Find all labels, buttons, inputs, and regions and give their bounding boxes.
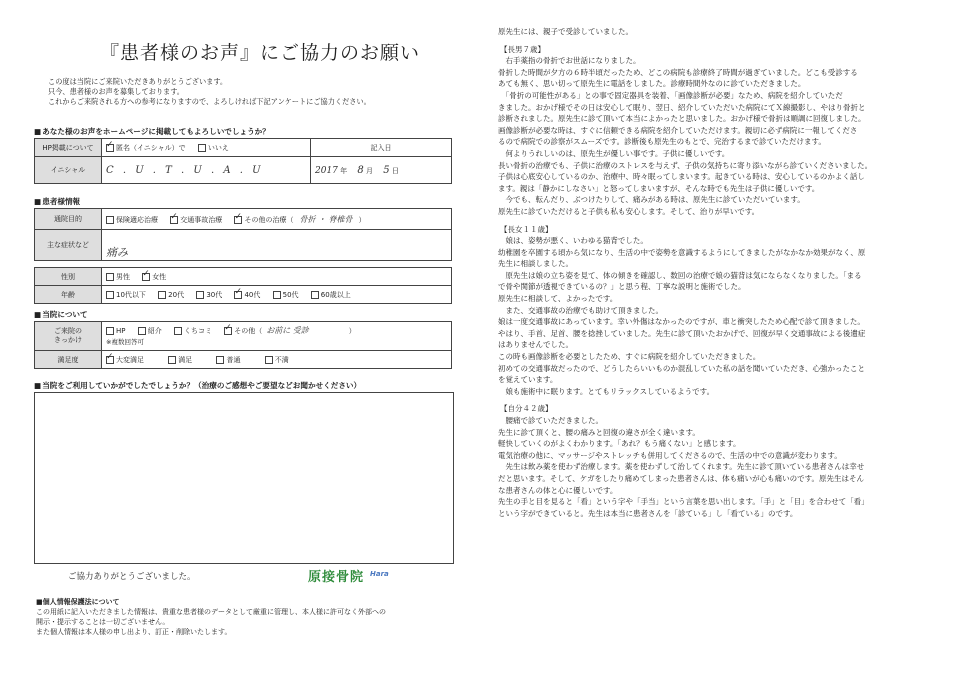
testimonial-line: 原先生は娘の立ち姿を見て、体の傾きを確認し、数回の治療で娘の猫背は気にならなくなりました。「まる [498, 270, 862, 280]
clinic-table [34, 321, 452, 369]
intro-line: この度は当院にご来院いただきありがとうございます。 [48, 77, 228, 86]
age-opt: 60歳以上 [320, 290, 351, 299]
clinic-logo: 原接骨院 [308, 570, 365, 585]
testimonial-line: 電気治療の他に、マッサージやストレッチも併用してくださるので、生活の中での意識が変わります。 [498, 450, 842, 460]
testimonial-line: はありませんでした。 [498, 340, 573, 350]
intro-line: これからご来院される方への参考になりますので、よろしければ下記アンケートにご協力ください。 [48, 97, 371, 106]
section-about-clinic: ■ 当院について [34, 309, 88, 320]
testimonial-line: 何よりうれしいのは、原先生が優しい事です。子供に優しいです。 [498, 148, 730, 158]
testimonial-line: 先生の手と目を見ると「看」という字や「手当」という言葉を思い出します。「手」と「目」を合わせて「看」 [498, 497, 869, 507]
testimonial-line: という字ができていると。先生は本当に患者さんを「診ている」し「看ている」のです。 [498, 508, 798, 518]
trigger-label [35, 322, 102, 351]
hp-opt-yes: 匿名（イニシャル）で [116, 143, 186, 152]
testimonial-line: 長い骨折の治療でも、子供に治療のストレスを与えず、子供の気持ちに寄り添いながら診ていくださいました。 [498, 160, 873, 170]
testimonial-line: 先生に診て頂くと、腰の痛みと回復の違さが全く違います。 [498, 427, 700, 437]
satisfaction-opt: 大変満足 [116, 355, 144, 364]
testimonial-line: 幼稚園を卒園する頃から気になり、生活の中で姿勢を意識するようにしてきましたがなかなか効果がなく、原 [498, 247, 866, 257]
testimonial-line: 軽快していくのがよくわかります。「あれ？もう痛くない」と感じます。 [498, 439, 741, 449]
testimonial-line: 娘も施術中に眠ります。とてもリラックスしているようです。 [498, 386, 715, 396]
age-opt: 40代 [244, 290, 261, 299]
checkbox-no[interactable] [198, 144, 206, 152]
intro-text [48, 77, 371, 107]
checkbox-age-30s[interactable] [196, 291, 204, 299]
checkbox-traffic-accident[interactable] [170, 216, 178, 224]
entry-date-label: 記入日 [311, 139, 452, 157]
testimonial-page [486, 0, 970, 683]
testimonial-line: 右手薬指の骨折でお世話になりました。 [498, 56, 641, 66]
gender-opt: 女性 [152, 272, 167, 281]
date-year: 2017 [315, 165, 338, 176]
clinic-logo-sub: Hara [370, 570, 389, 578]
privacy-notice [36, 597, 386, 637]
symptom-value: 痛み [106, 246, 128, 259]
testimonial-line: 腰痛で診ていただきました。 [498, 416, 603, 425]
age-opt: 30代 [206, 290, 223, 299]
checkbox-referral[interactable] [138, 327, 146, 335]
trigger-label-line: ご来院の [54, 327, 82, 335]
trigger-opt: その他（ [234, 326, 263, 335]
age-opt: 50代 [282, 290, 299, 299]
testimonial-line: 子供は心底安心しているのか、治療中、時々眠ってしまいます。起きている時は、安心しているのかよく話し [498, 172, 865, 182]
checkbox-age-40s[interactable] [234, 291, 242, 299]
testimonial-line: 娘は、姿勢が悪く、いわゆる猫背でした。 [498, 236, 648, 246]
testimonial-line: を覚えています。 [498, 375, 558, 385]
testimonial-line: 「骨折の可能性がある」との事で固定器具を装着、「画像診断が必要」なため、病院を紹介していただ [498, 90, 843, 100]
initial-value: C . U . T . U . A . U [106, 164, 264, 176]
section-heading: 【長女１１歳】 [500, 224, 553, 234]
checkbox-very-satisfied[interactable] [106, 356, 114, 364]
checkbox-age-20s[interactable] [158, 291, 166, 299]
privacy-line: この用紙に記入いただきました情報は、貴重な患者様のデータとして厳重に管理し、本人様に許可なく外部への [36, 608, 386, 616]
testimonial-line: きました。おかげ様でその日は安心して眠り、翌日、紹介していただいた病院にてＸ線撮影し、やはり骨折と [498, 102, 866, 112]
testimonial-line: るので病院での診察がスムーズです。診断後も原先生のもとで、完治するまで診ていただけます。 [498, 137, 826, 147]
hp-opt-no: いいえ [207, 143, 229, 152]
checkbox-dissatisfied[interactable] [265, 356, 273, 364]
age-opt: 10代以下 [116, 290, 146, 299]
trigger-opt: くちコミ [183, 326, 212, 335]
checkbox-female[interactable] [142, 273, 150, 281]
testimonial-line: 診断されました。原先生に診て頂いて本当によかったと思いました。おかげ様で骨折は順調に回復しました。 [498, 114, 866, 124]
checkbox-insurance[interactable] [106, 216, 114, 224]
satisfaction-label: 満足度 [35, 351, 102, 369]
checkbox-other-treatment[interactable] [234, 216, 242, 224]
testimonial-line: で骨や関節が透視できているの？」と思う程、丁寧な説明と施術でした。 [498, 282, 746, 292]
purpose-opt: 交通事故治療 [180, 215, 223, 224]
testimonial-line: また、交通事故の治療でも助けて頂きました。 [498, 305, 663, 315]
section-feedback: ■ 当院をご利用していかがでしたでしょうか？（治療のご感想やご要望などお聞かせください） [34, 380, 361, 391]
purpose-label: 通院目的 [35, 209, 102, 230]
checkbox-age-60plus[interactable] [311, 291, 319, 299]
testimonial-line: 原先生に相談して、よかったです。 [498, 294, 618, 304]
checkbox-neutral[interactable] [216, 356, 224, 364]
trigger-handwritten: お前に 受診 [266, 325, 309, 335]
patient-info-table [34, 208, 452, 304]
privacy-line: また個人情報は本人様の申し出より、訂正・削除いたします。 [36, 628, 232, 636]
testimonial-line: ます。親は「静かにしなさい」と怒ってしまいますが、そんな時でも先生は子供に優しいです。 [498, 183, 820, 193]
day-unit: 日 [391, 166, 399, 175]
trigger-note: ※複数回答可 [106, 337, 144, 346]
purpose-opt: 保険適応治療 [116, 215, 158, 224]
consent-table [34, 138, 452, 184]
form-title: 『患者様のお声』にご協力のお願い [99, 42, 420, 64]
checkbox-age-10s[interactable] [106, 291, 114, 299]
age-label: 年齢 [35, 286, 102, 304]
testimonial-text [498, 26, 953, 519]
satisfaction-opt: 満足 [178, 355, 193, 364]
feedback-box[interactable] [34, 392, 454, 564]
testimonial-line: やはり、手首、足首、腰を捻挫していました。先生に診て頂いたおかげで、回復が早く交通事故による後遺症 [498, 328, 866, 338]
age-opt: 20代 [168, 290, 185, 299]
testimonial-line: あても無く、思い切って原先生に電話をしました。診療時間外なのに診ていただきました。 [498, 79, 806, 89]
satisfaction-opt: 普通 [226, 355, 241, 364]
purpose-handwritten: 骨折 ・ 脊椎骨 [299, 214, 353, 224]
date-day: 5 [383, 164, 390, 176]
checkbox-trigger-other[interactable] [224, 327, 232, 335]
testimonial-line: 原先生に診ていただけると子供も私も安心します。そして、治りが早いです。 [498, 206, 760, 216]
gender-opt: 男性 [116, 272, 130, 281]
trigger-close: ） [348, 326, 356, 335]
trigger-opt: HP [116, 326, 126, 335]
testimonial-line: 娘は一度交通事故にあっています。幸い外傷はなかったのですが、車と衝突したため心配で診て頂きました。 [498, 317, 865, 327]
hp-label: HP掲載について [35, 139, 102, 157]
section-patient-info: ■ 患者様情報 [34, 196, 80, 207]
purpose-opt: その他の治療（ [244, 215, 294, 224]
testimonial-line: 原先生には、親子で受診していました。 [498, 27, 633, 36]
gender-label: 性別 [35, 268, 102, 286]
month-unit: 月 [365, 166, 373, 175]
testimonial-line: この時も画像診断を必要としたため、すぐに病院を紹介していただきました。 [498, 352, 761, 362]
trigger-label-line: きっかけ [54, 336, 82, 344]
privacy-title: ■個人情報保護法について [36, 598, 120, 606]
checkbox-satisfied[interactable] [168, 356, 176, 364]
testimonial-line: だと思います。そして、ケガをしたり痛めてしまった患者さんは、体も痛いが心も痛いのです。原先生はそん [498, 473, 864, 483]
testimonial-line: 先生は飲み薬を使わず治療します。薬を使わずして治してくれます。先生に診て頂いている患者さんは幸せ [498, 462, 865, 472]
section-hp-consent: ■ あなた様のお声をホームページに掲載してもよろしいでしょうか？ [34, 126, 270, 137]
thanks-text: ご協力ありがとうございました。 [68, 572, 196, 582]
checkbox-male[interactable] [106, 273, 114, 281]
testimonial-line: 骨折した時間が夕方の６時半頃だったため、どこの病院も診療終了時間が過ぎていました。どこも受診する [498, 67, 858, 77]
testimonial-line: 画像診断が必要な時は、すぐに信頼できる病院を紹介していただけます。親切に必ず病院に一報してくださ [498, 125, 858, 135]
testimonial-line: な患者さんの体と心に優しいです。 [498, 485, 618, 495]
checkbox-age-50s[interactable] [273, 291, 281, 299]
section-heading: 【長男７歳】 [500, 44, 545, 54]
symptom-label: 主な症状など [35, 230, 102, 261]
satisfaction-opt: 不満 [274, 355, 289, 364]
testimonial-line: 初めての交通事故だったので、どうしたらいいものか混乱していた私の話を聞いていただき、心強かったこと [498, 363, 866, 373]
testimonial-line: 今でも、転んだり、ぶつけたりして、痛みがある時は、原先生に診ていただいています。 [498, 195, 805, 205]
checkbox-hp[interactable] [106, 327, 114, 335]
initial-label: イニシャル [35, 157, 102, 184]
section-heading: 【自分４２歳】 [500, 404, 553, 414]
date-month: 8 [357, 164, 364, 176]
privacy-line: 開示・提示することは一切ございません。 [36, 618, 170, 626]
purpose-close: ） [358, 215, 366, 224]
trigger-opt: 紹介 [147, 326, 162, 335]
intro-line: 只今、患者様のお声を募集しております。 [48, 87, 184, 96]
checkbox-anonymous[interactable] [106, 144, 114, 152]
testimonial-line: 先生に相談しました。 [498, 259, 573, 269]
checkbox-word-of-mouth[interactable] [174, 327, 182, 335]
year-unit: 年 [340, 166, 348, 175]
